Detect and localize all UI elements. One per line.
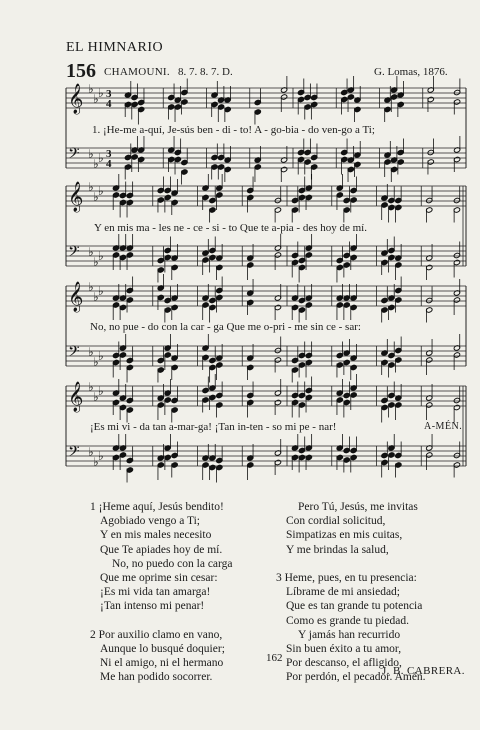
flat-icon: ♭ <box>93 355 99 369</box>
book-title: EL HIMNARIO <box>66 40 164 55</box>
verse-line: Simpatizas en mis cuitas, <box>286 529 403 542</box>
verse-line: Por perdón, el pecador. Amén. <box>286 671 426 684</box>
flat-icon: ♭ <box>98 184 104 198</box>
flat-icon: ♭ <box>88 445 94 459</box>
verse-line: Me han podido socorrer. <box>100 671 213 684</box>
bass-clef-icon: 𝄢 <box>68 343 80 364</box>
flat-icon: ♭ <box>93 455 99 469</box>
treble-clef-icon: 𝄞 <box>68 282 84 312</box>
treble-clef-icon: 𝄞 <box>68 182 84 212</box>
verse-line: ¡Es mi vida tan amarga! <box>100 586 211 599</box>
verse-line: Y jamás han recurrido <box>298 628 401 641</box>
verse-line: ¡Tan intenso mi penar! <box>100 600 205 613</box>
flat-icon: ♭ <box>93 157 99 171</box>
flat-icon: ♭ <box>88 147 94 161</box>
treble-clef-icon: 𝄞 <box>68 84 84 114</box>
verse-line: Por descanso, el afligido, <box>286 657 402 670</box>
hymn-number: 156 <box>66 60 96 82</box>
verse-line: Líbrame de mi ansiedad; <box>286 586 401 599</box>
time-signature-top: 3 <box>106 88 112 100</box>
flat-icon: ♭ <box>93 190 99 204</box>
time-signature-top: 3 <box>106 148 112 160</box>
flat-icon: ♭ <box>98 151 104 165</box>
bass-clef-icon: 𝄢 <box>68 243 80 264</box>
verses-column-right <box>276 500 426 685</box>
flat-icon: ♭ <box>93 290 99 304</box>
verse-line: Como es grande tu piedad. <box>286 614 409 627</box>
flat-icon: ♭ <box>98 86 104 100</box>
verses-column-left <box>90 500 233 685</box>
verse-line: Sin buen éxito a tu amor, <box>286 643 402 656</box>
verse-line: Que es tan grande tu potencia <box>286 600 423 613</box>
flat-icon: ♭ <box>98 449 104 463</box>
tune-meter: 8. 7. 8. 7. D. <box>178 66 233 78</box>
verse-line: Que me oprime sin cesar: <box>100 572 218 585</box>
treble-clef-icon: 𝄞 <box>68 382 84 412</box>
verse-line: 2 Por auxilio clamo en vano, <box>90 628 223 641</box>
flat-icon: ♭ <box>88 380 94 394</box>
time-signature-bottom: 4 <box>106 158 112 170</box>
flat-icon: ♭ <box>93 92 99 106</box>
verse-line: Ni el amigo, ni el hermano <box>100 657 224 670</box>
lyrics-line-4: ¡Es mi vi - da tan a-mar-ga! ¡Tan in-ten - so mi pe - nar! <box>90 421 337 433</box>
flat-icon: ♭ <box>88 82 94 96</box>
flat-icon: ♭ <box>88 180 94 194</box>
time-signature-bottom: 4 <box>106 98 112 110</box>
flat-icon: ♭ <box>93 255 99 269</box>
flat-icon: ♭ <box>98 284 104 298</box>
composer: G. Lomas, 1876. <box>374 66 448 78</box>
flat-icon: ♭ <box>98 349 104 363</box>
amen-label: A-MÉN. <box>424 421 463 432</box>
verse-line <box>90 614 233 628</box>
verse-line: Agobiado vengo a Ti; <box>100 515 200 528</box>
flat-icon: ♭ <box>88 245 94 259</box>
verse-line: Y en mis males necesito <box>100 529 212 542</box>
bass-clef-icon: 𝄢 <box>68 145 80 166</box>
tune-name: CHAMOUNI. <box>104 66 170 78</box>
author-signature: J. B. CABRERA. <box>382 665 465 677</box>
verse-line: Pero Tú, Jesús, me invitas <box>298 501 418 513</box>
verse-line: 3 Heme, pues, en tu presencia: <box>276 572 417 585</box>
lyrics-line-2: Y en mis ma - les ne - ce - si - to Que te a-pia - des hoy de mí. <box>94 222 367 234</box>
verse-line <box>276 557 426 571</box>
verse-line: No, no puedo con la carga <box>112 557 233 570</box>
flat-icon: ♭ <box>88 345 94 359</box>
page-number: 162 <box>266 652 283 664</box>
verse-line: Que Te apiades hoy de mí. <box>100 543 223 556</box>
flat-icon: ♭ <box>88 280 94 294</box>
flat-icon: ♭ <box>98 249 104 263</box>
flat-icon: ♭ <box>93 390 99 404</box>
lyrics-line-3: No, no pue - do con la car - ga Que me o-pri - me sin ce - sar: <box>90 321 361 333</box>
verse-line: 1 ¡Heme aquí, Jesús bendito! <box>90 501 224 513</box>
verse-line: Y me brindas la salud, <box>286 543 389 556</box>
verse-line: Aunque lo busqué doquier; <box>100 643 225 656</box>
verse-line: Con cordial solicitud, <box>286 515 386 528</box>
flat-icon: ♭ <box>98 384 104 398</box>
lyrics-line-1: 1. ¡He-me a-quí, Je-sús ben - di - to! A - go-bia - do ven-go a Ti; <box>92 124 375 136</box>
bass-clef-icon: 𝄢 <box>68 443 80 464</box>
